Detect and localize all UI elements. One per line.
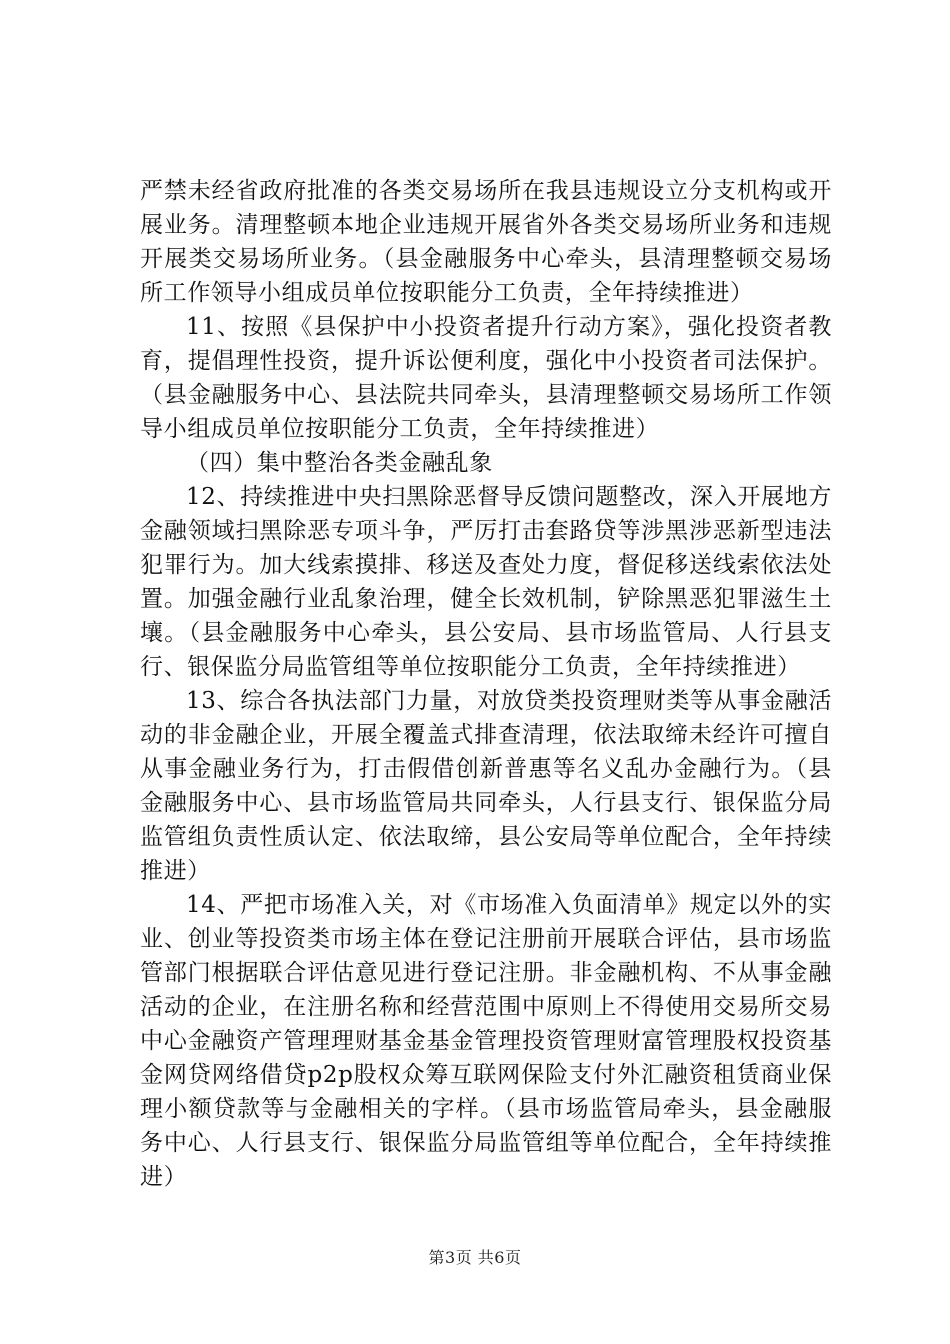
paragraph-item-13: 13、综合各执法部门力量，对放贷类投资理财类等从事金融活动的非金融企业，开展全覆盖式排查清理，依法取缔未经许可擅自从事金融业务行为，打击假借创新普惠等名义乱办金融行为。（县金融服务中心、县市场监管局共同牵头，人行县支行、银保监分局监管组负责性质认定、依法取缔，县公安局等单位配合，全年持续推进）	[140, 688, 832, 884]
page-number-footer: 第3页 共6页	[428, 1248, 522, 1267]
paragraph-item-11: 11、按照《县保护中小投资者提升行动方案》，强化投资者教育，提倡理性投资，提升诉讼便利度，强化中小投资者司法保护。（县金融服务中心、县法院共同牵头，县清理整顿交易场所工作领导小组成员单位按职能分工负责，全年持续推进）	[140, 314, 832, 442]
paragraph-continuation: 严禁未经省政府批准的各类交易场所在我县违规设立分支机构或开展业务。清理整顿本地企业违规开展省外各类交易场所业务和违规开展类交易场所业务。（县金融服务中心牵头，县清理整顿交易场所工作领导小组成员单位按职能分工负责，全年持续推进）	[140, 178, 832, 306]
paragraph-item-12: 12、持续推进中央扫黑除恶督导反馈问题整改，深入开展地方金融领域扫黑除恶专项斗争，严厉打击套路贷等涉黑涉恶新型违法犯罪行为。加大线索摸排、移送及查处力度，督促移送线索依法处置。加强金融行业乱象治理，健全长效机制，铲除黑恶犯罪滋生土壤。（县金融服务中心牵头，县公安局、县市场监管局、人行县支行、银保监分局监管组等单位按职能分工负责，全年持续推进）	[140, 484, 832, 680]
section-heading-4: （四）集中整治各类金融乱象	[186, 450, 493, 476]
paragraph-item-14: 14、严把市场准入关，对《市场准入负面清单》规定以外的实业、创业等投资类市场主体在登记注册前开展联合评估，县市场监管部门根据联合评估意见进行登记注册。非金融机构、不从事金融活动的企业，在注册名称和经营范围中原则上不得使用交易所交易中心金融资产管理理财基金基金管理投资管理财富管理股权投资基金网贷网络借贷p2p股权众筹互联网保险支付外汇融资租赁商业保理小额贷款等与金融相关的字样。（县市场监管局牵头，县金融服务中心、人行县支行、银保监分局监管组等单位配合，全年持续推进）	[140, 892, 832, 1190]
document-body	[140, 174, 832, 1194]
